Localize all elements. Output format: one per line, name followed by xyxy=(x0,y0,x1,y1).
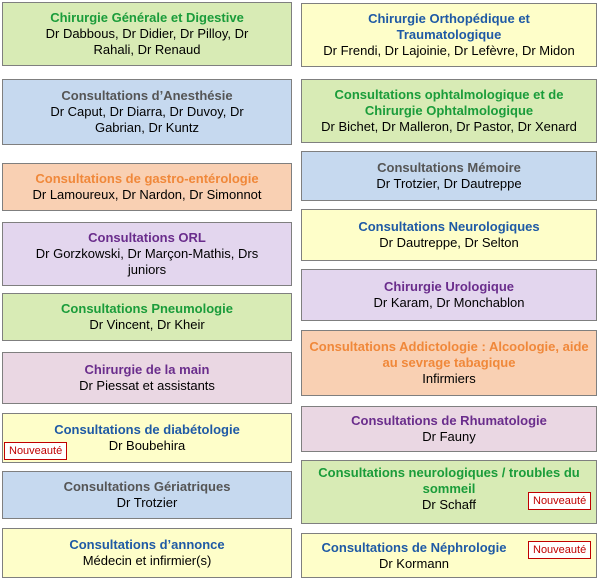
card-title: Consultations Pneumologie xyxy=(61,301,233,316)
card-doctors: Dr Boubehira xyxy=(108,438,186,453)
card-orl xyxy=(2,222,292,286)
card-title: Consultations d’Anesthésie xyxy=(61,88,233,103)
card-title: Consultations Gériatriques xyxy=(63,479,231,494)
card-ophtalmologie xyxy=(301,79,597,143)
card-addictologie xyxy=(301,330,597,396)
card-doctors: Dr Dautreppe, Dr Selton xyxy=(379,235,519,250)
card-rhumatologie xyxy=(301,406,597,452)
card-title: Consultations de gastro-entérologie xyxy=(35,171,259,186)
card-doctors: Dr Fauny xyxy=(422,429,476,444)
card-annonce xyxy=(2,528,292,578)
card-doctors: Dr Trotzier, Dr Dautreppe xyxy=(376,176,522,191)
card-anesthesie xyxy=(2,79,292,145)
new-badge: Nouveauté xyxy=(4,442,67,460)
card-doctors: Dr Karam, Dr Monchablon xyxy=(373,295,525,310)
card-doctors: Dr Gorzkowski, Dr Marçon-Mathis, Drs juniors xyxy=(35,246,259,277)
card-doctors: Dr Dabbous, Dr Didier, Dr Pilloy, Dr Rahali, Dr Renaud xyxy=(45,26,249,57)
card-title: Chirurgie Urologique xyxy=(384,279,514,294)
card-doctors: Dr Caput, Dr Diarra, Dr Duvoy, Dr Gabrian, Dr Kuntz xyxy=(50,104,244,135)
card-title: Consultations de Rhumatologie xyxy=(351,413,547,428)
card-pneumologie xyxy=(2,293,292,341)
card-doctors: Dr Trotzier xyxy=(116,495,178,510)
card-title: Consultations Neurologiques xyxy=(358,219,540,234)
card-title: Chirurgie de la main xyxy=(84,362,210,377)
card-doctors: Dr Frendi, Dr Lajoinie, Dr Lefèvre, Dr Midon xyxy=(323,43,575,58)
card-chirurgie-main xyxy=(2,352,292,404)
card-title: Consultations d’annonce xyxy=(69,537,225,552)
card-title: Consultations Addictologie : Alcoologie, aide au sevrage tabagique xyxy=(309,339,589,370)
card-doctors: Infirmiers xyxy=(422,371,476,386)
card-gastro-enterologie xyxy=(2,163,292,211)
new-badge: Nouveauté xyxy=(528,541,591,559)
card-doctors: Dr Piessat et assistants xyxy=(79,378,215,393)
card-doctors: Dr Kormann xyxy=(378,555,450,571)
card-title: Consultations neurologiques / troubles du sommeil xyxy=(318,465,580,496)
card-memoire xyxy=(301,151,597,201)
card-doctors: Dr Lamoureux, Dr Nardon, Dr Simonnot xyxy=(32,187,262,202)
card-title: Consultations de Néphrologie xyxy=(321,539,507,555)
card-doctors: Dr Bichet, Dr Malleron, Dr Pastor, Dr Xenard xyxy=(321,119,577,134)
card-neurologiques xyxy=(301,209,597,261)
card-doctors: Dr Vincent, Dr Kheir xyxy=(89,317,205,332)
card-geriatriques xyxy=(2,471,292,519)
card-chirurgie-urologique xyxy=(301,269,597,321)
card-title: Consultations Mémoire xyxy=(377,160,521,175)
card-title: Chirurgie Orthopédique et Traumatologique xyxy=(368,11,530,42)
new-badge: Nouveauté xyxy=(528,492,591,510)
card-doctors: Médecin et infirmier(s) xyxy=(82,553,212,568)
card-title: Consultations ORL xyxy=(88,230,206,245)
card-doctors: Dr Schaff xyxy=(422,497,476,512)
card-chirurgie-generale xyxy=(2,2,292,66)
card-chirurgie-orthopedique xyxy=(301,3,597,67)
card-title: Consultations de diabétologie xyxy=(54,422,240,437)
card-title: Chirurgie Générale et Digestive xyxy=(50,10,244,25)
card-title: Consultations ophtalmologique et de Chirurgie Ophtalmologique xyxy=(334,87,564,118)
